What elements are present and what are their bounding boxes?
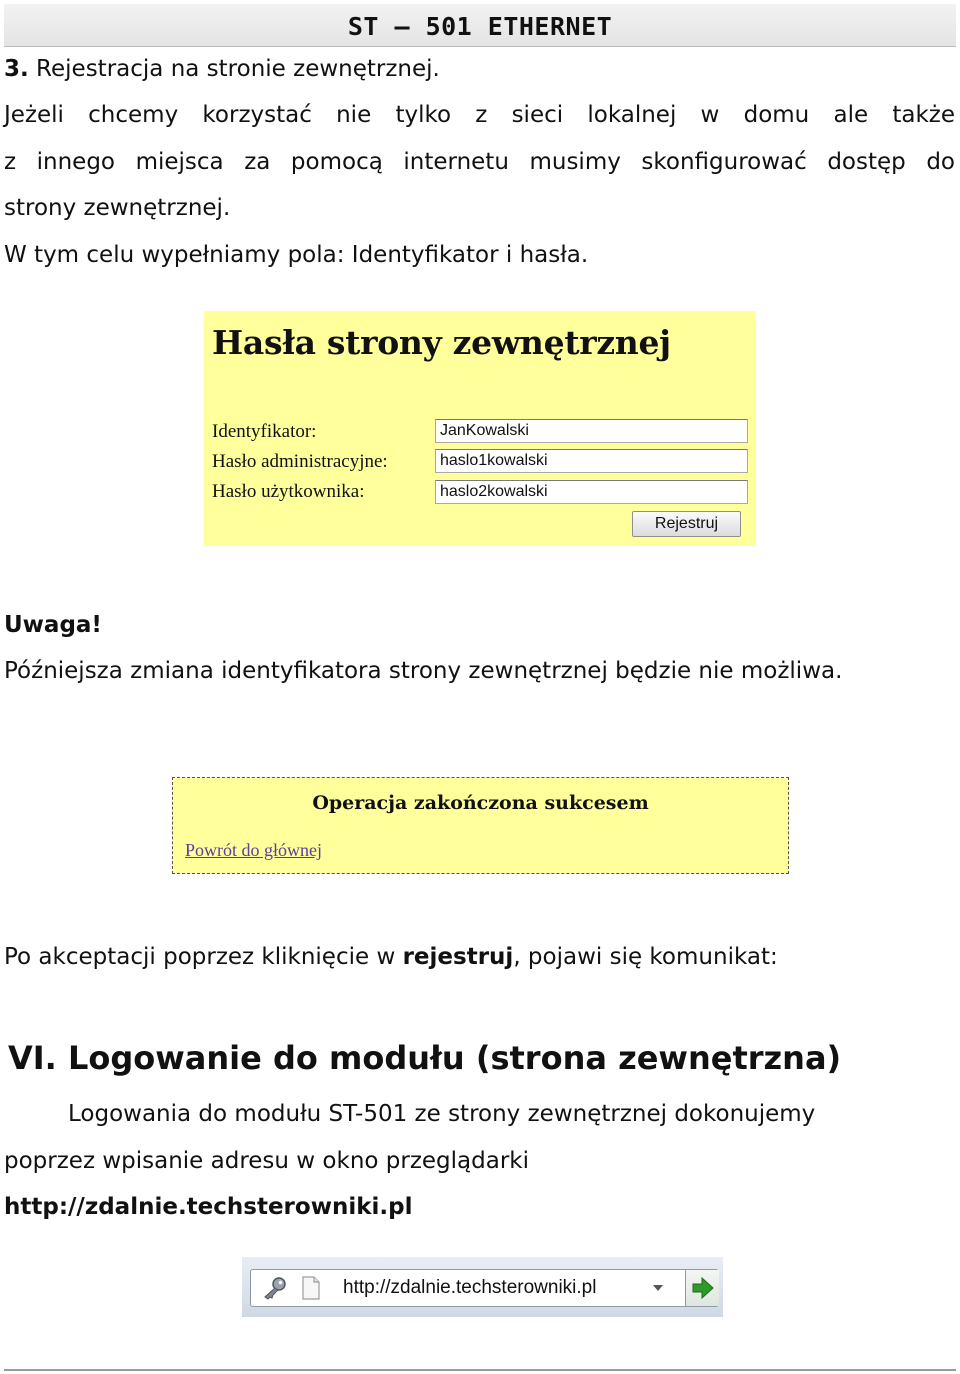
footer-divider bbox=[4, 1369, 956, 1371]
admin-password-input[interactable]: haslo1kowalski bbox=[435, 449, 748, 473]
form-title: Hasła strony zewnętrznej bbox=[212, 323, 671, 362]
remote-url-text: http://zdalnie.techsterowniki.pl bbox=[4, 1194, 413, 1220]
success-message: Operacja zakończona sukcesem bbox=[312, 792, 649, 814]
chevron-down-icon[interactable] bbox=[653, 1284, 663, 1292]
address-bar[interactable] bbox=[250, 1269, 719, 1307]
key-icon bbox=[261, 1276, 287, 1300]
warning-text: Późniejsza zmiana identyfikatora strony zewnętrznej będzie nie możliwa. bbox=[4, 658, 843, 684]
section-3-heading bbox=[4, 54, 440, 84]
register-button[interactable]: Rejestruj bbox=[632, 511, 741, 537]
after-register-text bbox=[4, 942, 778, 972]
go-button[interactable] bbox=[685, 1270, 719, 1306]
after-register-text-before: Po akceptacji poprzez kliknięcie w bbox=[4, 944, 403, 970]
section-3-number: 3. bbox=[4, 56, 29, 82]
section-6-paragraph-line-1: Logowania do modułu ST-501 ze strony zewnętrznej dokonujemy bbox=[68, 1101, 816, 1127]
warning-title: Uwaga! bbox=[4, 612, 102, 638]
go-arrow-icon bbox=[686, 1270, 719, 1306]
section-3-paragraph-line-1: Jeżeli chcemy korzystać nie tylko z sieci lokalnej w domu ale także bbox=[4, 102, 955, 128]
section-3-paragraph-line-3: strony zewnętrznej. bbox=[4, 195, 231, 221]
section-3-title: Rejestracja na stronie zewnętrznej. bbox=[28, 56, 440, 82]
identifier-input[interactable]: JanKowalski bbox=[435, 419, 748, 443]
after-register-text-after: , pojawi się komunikat: bbox=[513, 944, 778, 970]
section-6-paragraph-line-2: poprzez wpisanie adresu w okno przeglądarki bbox=[4, 1148, 530, 1174]
address-bar-url[interactable]: http://zdalnie.techsterowniki.pl bbox=[343, 1277, 597, 1298]
browser-address-bar-screenshot bbox=[242, 1257, 723, 1317]
section-3-instruction: W tym celu wypełniamy pola: Identyfikator i hasła. bbox=[4, 242, 589, 268]
back-to-main-link[interactable]: Powrót do głównej bbox=[185, 840, 322, 860]
registration-form-screenshot bbox=[204, 311, 756, 546]
identifier-label: Identyfikator: bbox=[212, 421, 317, 442]
admin-password-label: Hasło administracyjne: bbox=[212, 451, 388, 472]
document-header-title: ST – 501 ETHERNET bbox=[347, 12, 613, 41]
after-register-text-bold: rejestruj bbox=[402, 944, 514, 970]
success-message-screenshot bbox=[172, 777, 789, 874]
user-password-input[interactable]: haslo2kowalski bbox=[435, 480, 748, 504]
page-icon bbox=[301, 1276, 321, 1300]
section-3-paragraph-line-2: z innego miejsca za pomocą internetu musimy skonfigurować dostęp do bbox=[4, 149, 955, 175]
section-6-heading: VI. Logowanie do modułu (strona zewnętrzna) bbox=[8, 1039, 842, 1077]
user-password-label: Hasło użytkownika: bbox=[212, 481, 365, 502]
